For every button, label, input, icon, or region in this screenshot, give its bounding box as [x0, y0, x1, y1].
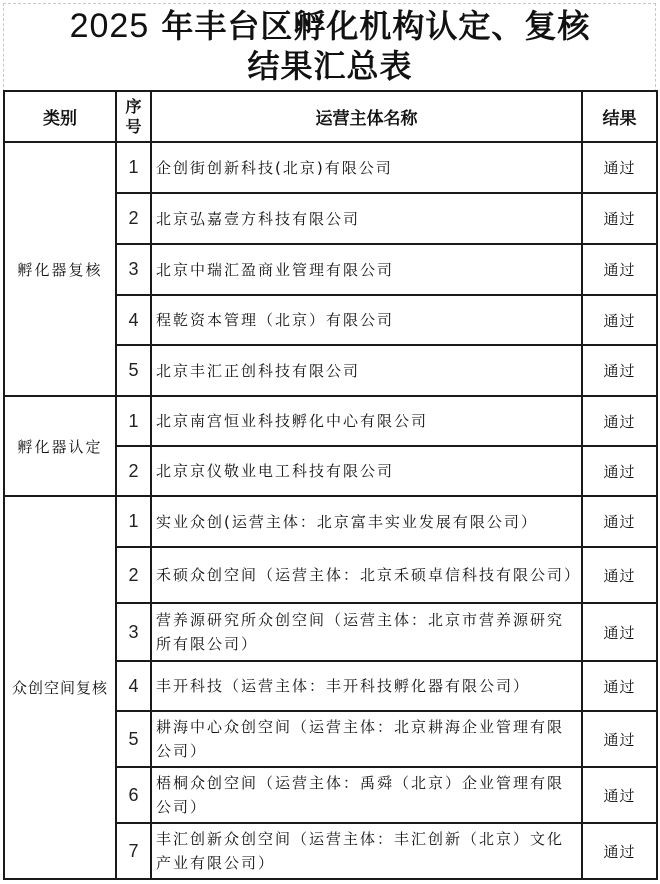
seq-cell: 4 — [116, 295, 151, 345]
header-result: 结果 — [582, 91, 657, 142]
result-cell: 通过 — [582, 496, 657, 547]
name-cell: 梧桐众创空间（运营主体：禹舜（北京）企业管理有限公司） — [151, 767, 582, 823]
name-cell: 营养源研究所众创空间（运营主体：北京市营养源研究所有限公司） — [151, 603, 582, 661]
result-cell: 通过 — [582, 547, 657, 603]
result-cell: 通过 — [582, 396, 657, 446]
name-cell: 丰汇创新众创空间（运营主体：丰汇创新（北京）文化产业有限公司） — [151, 823, 582, 879]
category-cell: 众创空间复核 — [4, 496, 116, 879]
seq-cell: 7 — [116, 823, 151, 879]
result-cell: 通过 — [582, 193, 657, 244]
header-seq — [116, 91, 151, 142]
title-line-1 — [0, 6, 660, 46]
seq-cell: 2 — [116, 446, 151, 496]
result-cell: 通过 — [582, 711, 657, 767]
title-line-2: 结果汇总表 — [247, 47, 413, 85]
seq-cell: 1 — [116, 396, 151, 446]
document-title — [0, 6, 660, 86]
name-cell: 北京弘嘉壹方科技有限公司 — [151, 193, 582, 244]
name-cell: 禾硕众创空间（运营主体：北京禾硕卓信科技有限公司） — [151, 547, 582, 603]
name-cell: 耕海中心众创空间（运营主体：北京耕海企业管理有限公司） — [151, 711, 582, 767]
category-cell: 孵化器复核 — [4, 142, 116, 396]
title-year: 2025 — [69, 7, 150, 45]
table-row — [4, 496, 657, 547]
result-cell: 通过 — [582, 295, 657, 345]
seq-cell: 4 — [116, 661, 151, 711]
seq-cell: 5 — [116, 711, 151, 767]
result-cell: 通过 — [582, 603, 657, 661]
result-cell: 通过 — [582, 345, 657, 396]
table-row — [4, 396, 657, 446]
header-row — [4, 91, 657, 142]
result-cell: 通过 — [582, 446, 657, 496]
result-cell: 通过 — [582, 244, 657, 295]
seq-cell: 1 — [116, 496, 151, 547]
header-name: 运营主体名称 — [151, 91, 582, 142]
name-cell: 实业众创(运营主体：北京富丰实业发展有限公司） — [151, 496, 582, 547]
seq-cell: 3 — [116, 603, 151, 661]
name-cell: 北京南宫恒业科技孵化中心有限公司 — [151, 396, 582, 446]
seq-cell: 1 — [116, 142, 151, 193]
result-cell: 通过 — [582, 767, 657, 823]
name-cell: 丰开科技（运营主体：丰开科技孵化器有限公司） — [151, 661, 582, 711]
name-cell: 企创街创新科技(北京)有限公司 — [151, 142, 582, 193]
result-cell: 通过 — [582, 823, 657, 879]
header-seq-line1: 序 — [125, 96, 142, 116]
result-cell: 通过 — [582, 142, 657, 193]
category-cell: 孵化器认定 — [4, 396, 116, 496]
result-cell: 通过 — [582, 661, 657, 711]
name-cell: 北京京仪敬业电工科技有限公司 — [151, 446, 582, 496]
title-text: 年丰台区孵化机构认定、复核 — [161, 7, 591, 45]
header-category: 类别 — [4, 91, 116, 142]
seq-cell: 2 — [116, 193, 151, 244]
results-table — [3, 90, 658, 880]
name-cell: 北京丰汇正创科技有限公司 — [151, 345, 582, 396]
table-row — [4, 142, 657, 193]
name-cell: 北京中瑞汇盈商业管理有限公司 — [151, 244, 582, 295]
name-cell: 程乾资本管理（北京）有限公司 — [151, 295, 582, 345]
seq-cell: 5 — [116, 345, 151, 396]
header-seq-line2: 号 — [125, 116, 142, 136]
seq-cell: 3 — [116, 244, 151, 295]
seq-cell: 6 — [116, 767, 151, 823]
seq-cell: 2 — [116, 547, 151, 603]
